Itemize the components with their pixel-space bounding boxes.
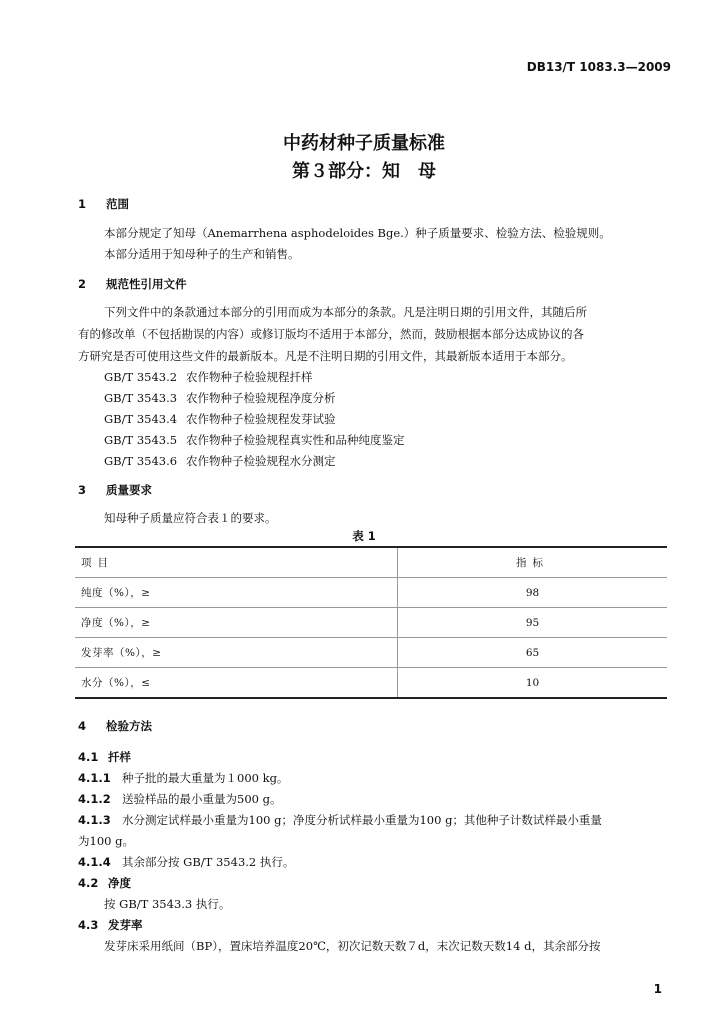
table-cell-value: 65	[398, 638, 668, 668]
section-1-para-1: 本部分规定了知母（Anemarrhena asphodeloides Bge.）种子质量要求、检验方法、检验规则。	[104, 226, 611, 240]
section-title: 检验方法	[106, 719, 152, 733]
quality-table	[75, 546, 667, 699]
section-number: 4.1	[78, 750, 99, 764]
reference-title: 农作物种子检验规程真实性和品种纯度鉴定	[186, 433, 405, 447]
table-cell-item: 净度（%），≥	[75, 608, 398, 638]
clause-number: 4.1.3	[78, 813, 111, 827]
clause-text: 水分测定试样最小重量为100 g；净度分析试样最小重量为100 g；其他种子计数试样最小重量	[122, 813, 602, 827]
section-4-1-heading	[78, 749, 131, 765]
section-3-para-1: 知母种子质量应符合表１的要求。	[104, 511, 277, 525]
clause-4-1-2	[78, 791, 281, 807]
section-number: 3	[78, 483, 87, 497]
page-number: 1	[653, 982, 662, 996]
clause-text: 其余部分按 GB/T 3543.2 执行。	[122, 855, 295, 869]
table-cell-item: 水分（%），≤	[75, 668, 398, 699]
reference-code: GB/T 3543.6	[104, 454, 178, 468]
reference-code: GB/T 3543.3	[104, 391, 178, 405]
clause-4-1-4	[78, 854, 294, 870]
reference-code: GB/T 3543.4	[104, 412, 178, 426]
table-row	[75, 608, 667, 638]
reference-item	[104, 369, 313, 385]
table-caption: 表 1	[352, 529, 376, 543]
section-number: 4.2	[78, 876, 99, 890]
clause-number: 4.1.2	[78, 792, 111, 806]
reference-title: 农作物种子检验规程净度分析	[186, 391, 336, 405]
document-subtitle: 第３部分：知 母	[292, 161, 436, 182]
clause-4-1-3-continued: 为100 g。	[78, 834, 134, 848]
table-row	[75, 668, 667, 699]
document-title: 中药材种子质量标准	[283, 133, 445, 154]
section-1-para-2: 本部分适用于知母种子的生产和销售。	[104, 247, 300, 261]
section-number: 4.3	[78, 918, 99, 932]
section-number: 2	[78, 277, 87, 291]
section-1-heading	[78, 196, 129, 212]
reference-item	[104, 390, 336, 406]
table-cell-item: 发芽率（%），≥	[75, 638, 398, 668]
section-title: 质量要求	[106, 483, 152, 497]
reference-code: GB/T 3543.2	[104, 370, 178, 384]
document-code: DB13/T 1083.3—2009	[526, 60, 671, 74]
clause-text: 送验样品的最小重量为500 g。	[122, 792, 282, 806]
reference-code: GB/T 3543.5	[104, 433, 178, 447]
section-title: 发芽率	[108, 918, 143, 932]
table-header-item: 项目	[75, 547, 398, 578]
section-2-heading	[78, 276, 187, 292]
reference-title: 农作物种子检验规程水分测定	[186, 454, 336, 468]
reference-item	[104, 432, 405, 448]
reference-title: 农作物种子检验规程发芽试验	[186, 412, 336, 426]
section-title: 范围	[106, 197, 129, 211]
section-title: 净度	[108, 876, 131, 890]
section-2-para-line-1: 下列文件中的条款通过本部分的引用而成为本部分的条款。凡是注明日期的引用文件，其随后所	[104, 305, 587, 319]
clause-4-1-1	[78, 770, 288, 786]
clause-number: 4.1.1	[78, 771, 111, 785]
section-number: 4	[78, 719, 87, 733]
table-row	[75, 638, 667, 668]
table-row	[75, 578, 667, 608]
section-4-3-heading	[78, 917, 143, 933]
table-cell-value: 95	[398, 608, 668, 638]
section-title: 规范性引用文件	[106, 277, 187, 291]
section-number: 1	[78, 197, 87, 211]
table-cell-item: 纯度（%），≥	[75, 578, 398, 608]
section-title: 扦样	[108, 750, 131, 764]
section-4-2-text: 按 GB/T 3543.3 执行。	[104, 897, 231, 911]
section-3-heading	[78, 482, 152, 498]
table-header-row	[75, 547, 667, 578]
clause-text: 种子批的最大重量为１000 kg。	[122, 771, 289, 785]
table-header-value: 指标	[398, 547, 668, 578]
table-cell-value: 98	[398, 578, 668, 608]
reference-title: 农作物种子检验规程扦样	[186, 370, 313, 384]
reference-item	[104, 411, 336, 427]
section-2-para-line-2: 有的修改单（不包括勘误的内容）或修订版均不适用于本部分，然而，鼓励根据本部分达成协议的各	[78, 327, 584, 341]
section-4-3-text: 发芽床采用纸间（BP），置床培养温度20℃，初次记数天数７d，末次记数天数14 d，其余部分按	[104, 939, 601, 953]
clause-4-1-3	[78, 812, 602, 828]
section-4-2-heading	[78, 875, 131, 891]
reference-item	[104, 453, 336, 469]
table-cell-value: 10	[398, 668, 668, 699]
section-4-heading	[78, 718, 152, 734]
clause-number: 4.1.4	[78, 855, 111, 869]
section-2-para-line-3: 方研究是否可使用这些文件的最新版本。凡是不注明日期的引用文件，其最新版本适用于本部分。	[78, 349, 573, 363]
